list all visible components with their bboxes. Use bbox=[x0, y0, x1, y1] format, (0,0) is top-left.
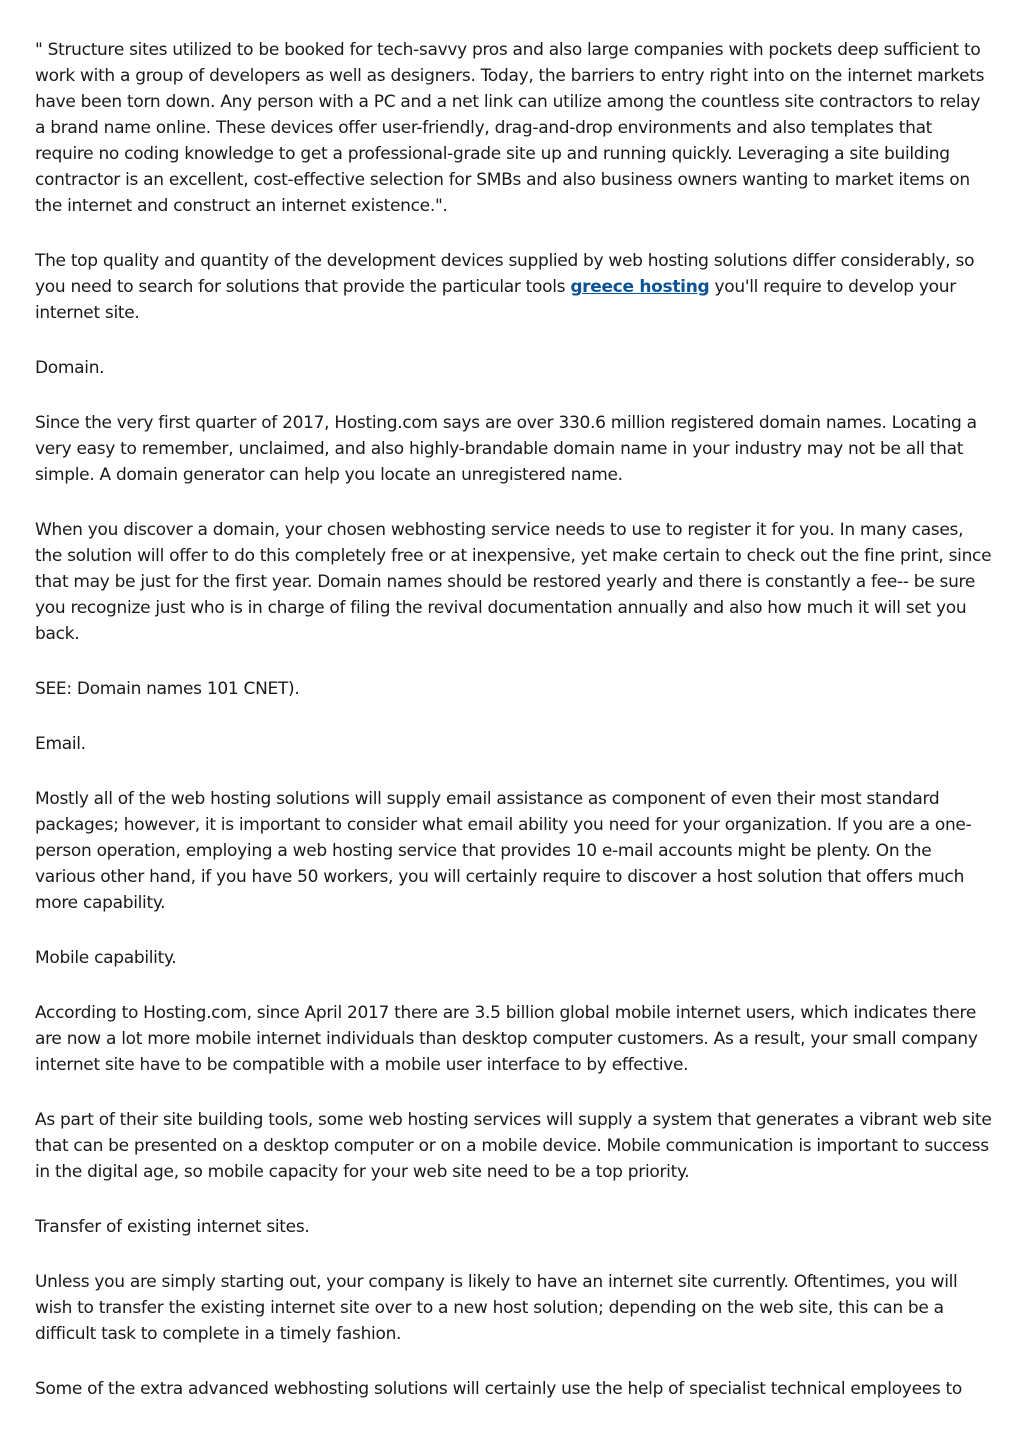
heading-email: Email. bbox=[35, 734, 86, 754]
paragraph-development-tools bbox=[35, 248, 993, 326]
paragraph-mobile-tools: As part of their site building tools, some web hosting services will supply a system that generates a vibrant web site that can be presented on a desktop computer or on a mobile device. Mobile communication is important to success in the digital age, so mobile capacity for your web site need to be a top priority. bbox=[35, 1110, 992, 1182]
document-body bbox=[35, 37, 993, 1431]
paragraph-advanced-hosting: Some of the extra advanced webhosting solutions will certainly use the help of specialist technical employees to bbox=[35, 1379, 963, 1399]
paragraph-text: you'll require to develop your internet site. bbox=[35, 277, 956, 323]
paragraph-mobile-stats: According to Hosting.com, since April 2017 there are 3.5 billion global mobile internet users, which indicates there are now a lot more mobile internet individuals than desktop computer customers. As a result, your small company internet site have to be compatible with a mobile user interface to by effective. bbox=[35, 1003, 978, 1075]
paragraph-text: The top quality and quantity of the development devices supplied by web hosting solutions differ considerably, so you need to search for solutions that provide the particular tools bbox=[35, 251, 975, 297]
paragraph-see-reference: SEE: Domain names 101 CNET). bbox=[35, 679, 300, 699]
heading-transfer: Transfer of existing internet sites. bbox=[35, 1217, 310, 1237]
greece-hosting-link[interactable]: greece hosting bbox=[570, 277, 710, 297]
paragraph-intro-quote: " Structure sites utilized to be booked for tech-savvy pros and also large companies with pockets deep sufficient to work with a group of developers as well as designers. Today, the barriers to entry right into on the internet markets have been torn down. Any person with a PC and a net link can utilize among the countless site contractors to relay a brand name online. These devices offer user-friendly, drag-and-drop environments and also templates that require no coding knowledge to get a professional-grade site up and running quickly. Leveraging a site building contractor is an excellent, cost-effective selection for SMBs and also business owners wanting to market items on the internet and construct an internet existence.". bbox=[35, 40, 985, 216]
paragraph-domain-stats: Since the very first quarter of 2017, Hosting.com says are over 330.6 million registered domain names. Locating a very easy to remember, unclaimed, and also highly-brandable domain name in your industry may not be all that simple. A domain generator can help you locate an unregistered name. bbox=[35, 413, 977, 485]
heading-mobile-capability: Mobile capability. bbox=[35, 948, 177, 968]
heading-domain: Domain. bbox=[35, 358, 105, 378]
paragraph-domain-register: When you discover a domain, your chosen webhosting service needs to use to register it for you. In many cases, the solution will offer to do this completely free or at inexpensive, yet make certain to check out the fine print, since that may be just for the first year. Domain names should be restored yearly and there is constantly a fee-- be sure you recognize just who is in charge of filing the revival documentation annually and also how much it will set you back. bbox=[35, 520, 992, 644]
paragraph-transfer: Unless you are simply starting out, your company is likely to have an internet site currently. Oftentimes, you will wish to transfer the existing internet site over to a new host solution; depending on the web site, this can be a difficult task to complete in a timely fashion. bbox=[35, 1272, 958, 1344]
paragraph-email: Mostly all of the web hosting solutions will supply email assistance as component of even their most standard packages; however, it is important to consider what email ability you need for your organization. If you are a one-person operation, employing a web hosting service that provides 10 e-mail accounts might be plenty. On the various other hand, if you have 50 workers, you will certainly require to discover a host solution that offers much more capability. bbox=[35, 789, 972, 913]
